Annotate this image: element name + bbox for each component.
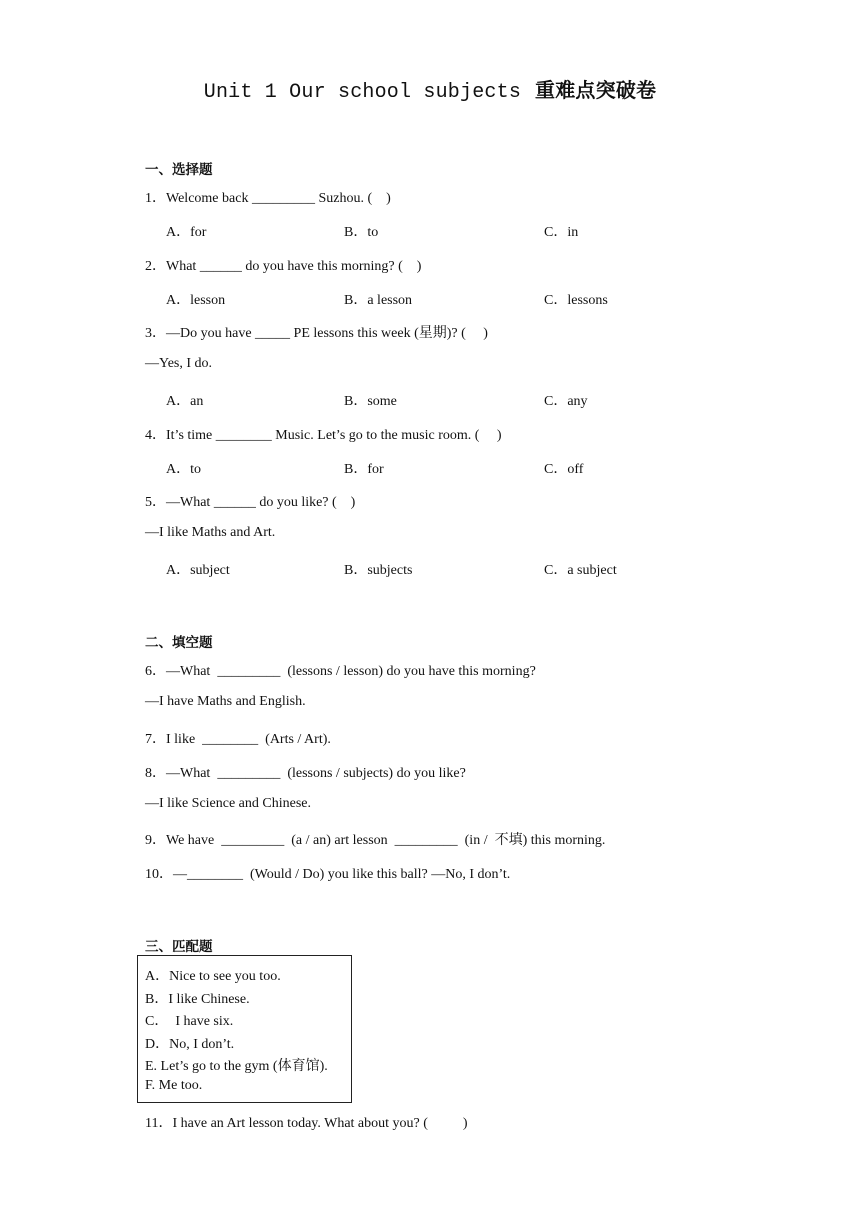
match-option-c: C． I have six. bbox=[145, 1014, 234, 1029]
match-option-f: F. Me too. bbox=[145, 1078, 203, 1093]
q3-option-b: B．some bbox=[344, 394, 397, 409]
q5-option-a: A．subject bbox=[166, 563, 230, 578]
page-title bbox=[0, 74, 860, 104]
section-heading-choice: 一、选择题 bbox=[145, 162, 213, 178]
question-8-reply: —I like Science and Chinese. bbox=[145, 796, 312, 811]
match-option-d: D．No, I don’t. bbox=[145, 1037, 235, 1052]
section-heading-fill: 二、填空题 bbox=[145, 635, 213, 651]
match-option-e: E. Let’s go to the gym (体育馆). bbox=[145, 1059, 328, 1074]
q3-option-c: C．any bbox=[544, 394, 588, 409]
question-6-reply: —I have Maths and English. bbox=[145, 694, 306, 709]
question-3-reply: —Yes, I do. bbox=[145, 356, 213, 371]
question-3: 3．—Do you have _____ PE lessons this week (星期)? ( ) bbox=[145, 326, 488, 341]
q5-option-b: B．subjects bbox=[344, 563, 413, 578]
title-en: Unit 1 Our school subjects bbox=[203, 81, 522, 104]
question-5-reply: —I like Maths and Art. bbox=[145, 525, 276, 540]
question-8: 8．—What _________ (lessons / subjects) do you like? bbox=[145, 766, 466, 781]
question-7: 7．I like ________ (Arts / Art). bbox=[145, 732, 331, 747]
match-options-box bbox=[137, 955, 352, 1103]
section-heading-match: 三、匹配题 bbox=[145, 939, 213, 955]
q1-option-a: A．for bbox=[166, 225, 207, 240]
q4-option-c: C．off bbox=[544, 462, 584, 477]
q1-option-b: B．to bbox=[344, 225, 379, 240]
q2-option-c: C．lessons bbox=[544, 293, 608, 308]
q2-option-a: A．lesson bbox=[166, 293, 226, 308]
question-1: 1．Welcome back _________ Suzhou. ( ) bbox=[145, 191, 391, 206]
question-10: 10．—________ (Would / Do) you like this ball? —No, I don’t. bbox=[145, 867, 511, 882]
question-11: 11．I have an Art lesson today. What about you? ( ) bbox=[145, 1116, 468, 1131]
q4-option-a: A．to bbox=[166, 462, 201, 477]
question-5: 5．—What ______ do you like? ( ) bbox=[145, 495, 356, 510]
q4-option-b: B．for bbox=[344, 462, 384, 477]
q2-option-b: B．a lesson bbox=[344, 293, 413, 308]
title-cn: 重难点突破卷 bbox=[535, 78, 657, 102]
q5-option-c: C．a subject bbox=[544, 563, 617, 578]
question-9: 9．We have _________ (a / an) art lesson _________ (in / 不填) this morning. bbox=[145, 833, 606, 848]
q3-option-a: A．an bbox=[166, 394, 204, 409]
question-2: 2．What ______ do you have this morning? ( ) bbox=[145, 259, 422, 274]
q1-option-c: C．in bbox=[544, 225, 579, 240]
match-option-b: B．I like Chinese. bbox=[145, 992, 250, 1007]
match-option-a: A．Nice to see you too. bbox=[145, 969, 281, 984]
question-6: 6．—What _________ (lessons / lesson) do you have this morning? bbox=[145, 664, 536, 679]
question-4: 4．It’s time ________ Music. Let’s go to the music room. ( ) bbox=[145, 428, 502, 443]
